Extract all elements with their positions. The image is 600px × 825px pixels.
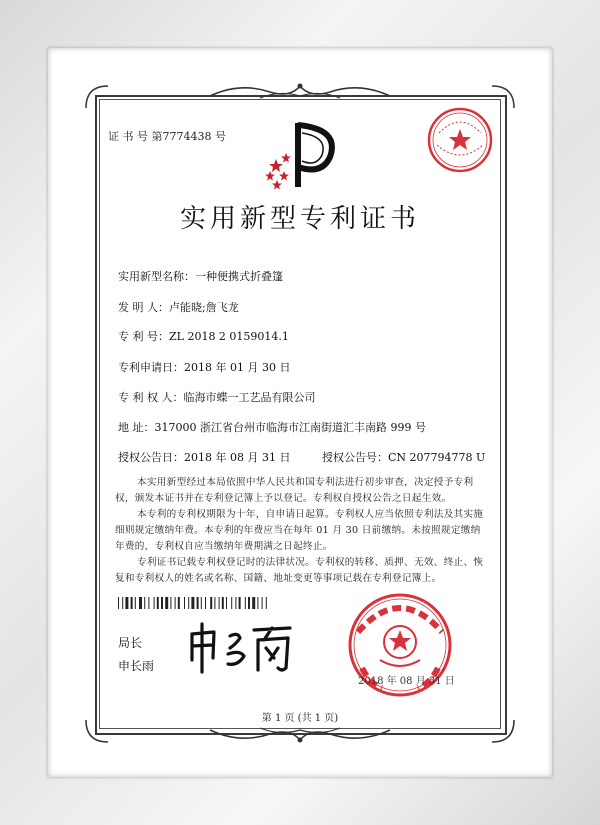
director-name: 申长雨 xyxy=(118,659,155,673)
barcode-bar xyxy=(157,597,159,609)
barcode-bar xyxy=(122,597,123,609)
barcode-bar xyxy=(139,597,142,609)
field-value: CN 207794778 U xyxy=(388,451,486,464)
field-label: 地 址： xyxy=(118,421,155,434)
barcode-bar xyxy=(231,597,232,609)
statement-paragraph: 专利证书记载专利权登记时的法律状况。专利权的转移、质押、无效、终止、恢复和专利权人的姓名或名称、国籍、地址变更等事项记载在专利登记簿上。 xyxy=(115,557,484,584)
barcode-bar xyxy=(131,597,133,609)
field-label: 授权公告日： xyxy=(118,451,184,464)
field-label: 专 利 权 人： xyxy=(118,391,184,404)
barcode-bar xyxy=(248,597,250,609)
field-label: 专利申请日： xyxy=(118,361,184,374)
barcode-bar xyxy=(222,597,224,609)
barcode-bar xyxy=(178,597,180,609)
field-value: 一种便携式折叠篷 xyxy=(195,270,283,283)
patent-office-logo-icon xyxy=(262,115,342,195)
field-address xyxy=(118,419,426,435)
barcode-bar xyxy=(257,597,258,609)
barcode-bar xyxy=(252,597,255,609)
barcode-bar xyxy=(197,597,199,609)
agency-seal-icon xyxy=(425,105,495,175)
certificate-number-label: 证 书 号 第 xyxy=(108,130,163,143)
field-value: 2018 年 01 月 30 日 xyxy=(184,361,291,374)
barcode-bar xyxy=(118,597,119,609)
field-grant-date xyxy=(118,449,290,465)
barcode-bar xyxy=(239,597,241,609)
page-footer: 第 1 页 (共 1 页) xyxy=(261,713,339,724)
field-value: ZL 2018 2 0159014.1 xyxy=(169,330,289,343)
director-signature-icon xyxy=(186,618,296,678)
barcode-bar xyxy=(165,597,168,609)
barcode-bar xyxy=(161,597,163,609)
field-patentee xyxy=(118,389,316,405)
barcode-bar xyxy=(262,597,263,609)
barcode-bar xyxy=(125,597,128,609)
field-value: 临海市蝶一工艺品有限公司 xyxy=(183,391,316,404)
barcode-bar xyxy=(210,597,212,609)
certificate-number-value: 7774438 xyxy=(162,130,212,143)
field-value: 2018 年 08 月 31 日 xyxy=(184,451,291,464)
top-ornament-icon xyxy=(200,80,400,102)
barcode-bar xyxy=(235,597,236,609)
field-label: 实用新型名称： xyxy=(118,270,195,283)
barcode-bar xyxy=(201,597,202,609)
barcode-bar xyxy=(205,597,206,609)
corner-ornament-icon xyxy=(84,84,110,110)
statement-paragraph: 本专利的专利权期限为十年，自申请日起算。专利权人应当依照专利法及其实施细则规定缴纳年费。本专利的年费应当在每年 01 月 30 日前缴纳。未按照规定缴纳年费的，专利权自应当缴纳年费期满之日起终止。 xyxy=(115,509,484,552)
statement-paragraph: 本实用新型经过本局依照中华人民共和国专利法进行初步审查，决定授予专利权，颁发本证书并在专利登记簿上予以登记。专利权自授权公告之日起生效。 xyxy=(115,477,474,504)
certificate-number xyxy=(108,128,226,144)
field-label: 发 明 人： xyxy=(118,301,169,314)
barcode-bar xyxy=(188,597,189,609)
field-application-date xyxy=(118,359,290,375)
field-inventor xyxy=(118,299,239,315)
field-announcement-number xyxy=(322,449,485,465)
field-patent-number xyxy=(118,328,289,344)
barcode-bar xyxy=(266,597,267,609)
field-label: 专 利 号： xyxy=(118,330,169,343)
barcode-bar xyxy=(148,597,149,609)
certificate-title: 实用新型专利证书 xyxy=(179,204,420,234)
barcode-bar xyxy=(170,597,171,609)
certificate-number-suffix: 号 xyxy=(215,130,226,143)
barcode-bar xyxy=(175,597,176,609)
barcode-icon xyxy=(118,597,268,609)
barcode-bar xyxy=(154,597,155,609)
bottom-ornament-icon xyxy=(200,724,400,746)
barcode-bar xyxy=(245,597,246,609)
barcode-bar xyxy=(226,597,227,609)
barcode-bar xyxy=(214,597,215,609)
director-title: 局长 xyxy=(118,636,143,650)
barcode-bar xyxy=(144,597,145,609)
barcode-bar xyxy=(191,597,194,609)
barcode-bar xyxy=(184,597,185,609)
field-utility-model-name xyxy=(118,268,283,284)
barcode-bar xyxy=(135,597,136,609)
seal-date: 2018 年 08 月 31 日 xyxy=(358,676,455,687)
field-value: 卢能晓;詹飞龙 xyxy=(169,301,239,314)
field-label: 授权公告号： xyxy=(322,451,388,464)
field-value: 317000 浙江省台州市临海市江南街道汇丰南路 999 号 xyxy=(154,421,426,434)
barcode-bar xyxy=(219,597,220,609)
